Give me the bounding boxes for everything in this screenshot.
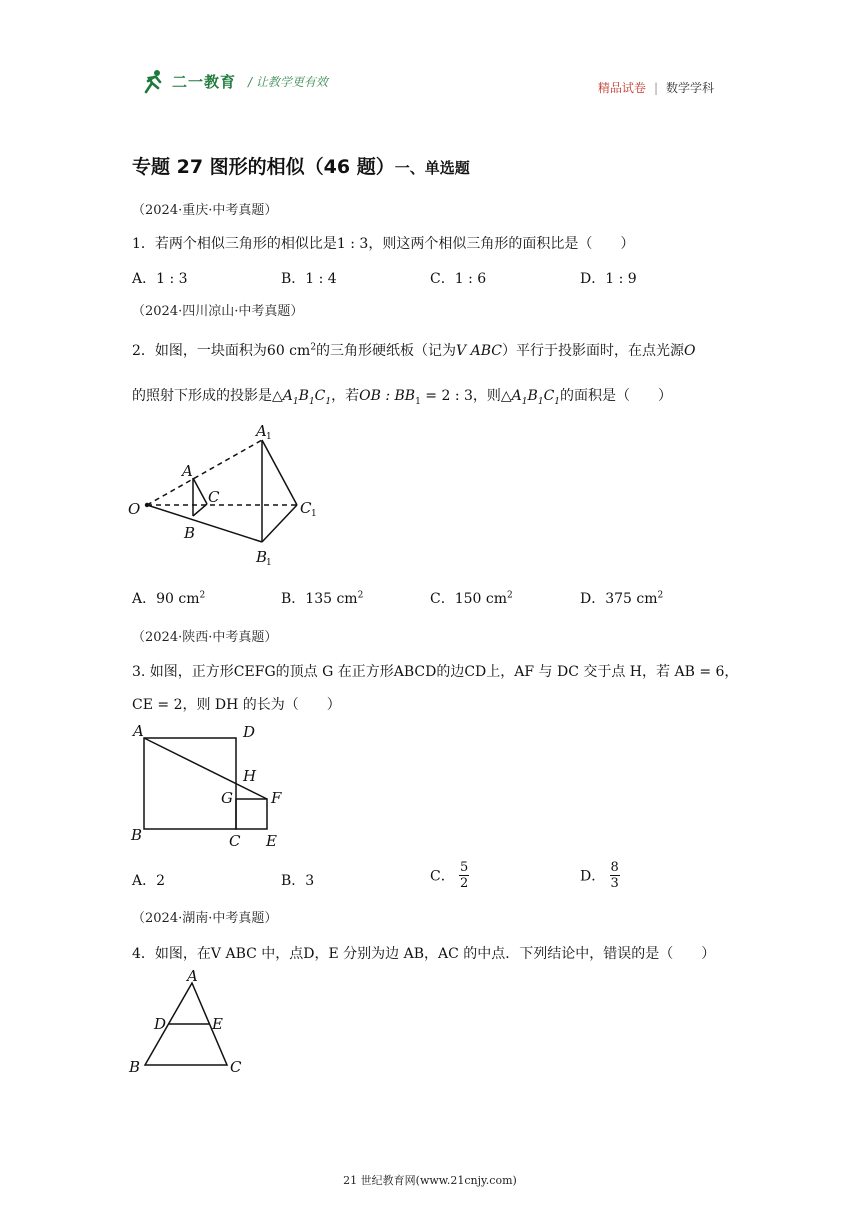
q1-text: 1．若两个相似三角形的相似比是1 : 3，则这两个相似三角形的面积比是（ ） bbox=[132, 236, 635, 252]
label-a: A bbox=[133, 722, 144, 740]
frac-num: 8 bbox=[610, 860, 619, 875]
subject-label: 数学学科 bbox=[665, 81, 714, 95]
label-b: B bbox=[184, 524, 196, 542]
q3-option-d-label: D． bbox=[580, 868, 606, 885]
tag-label: 精品试卷 bbox=[597, 81, 646, 95]
q3-option-c-label: C． bbox=[430, 868, 455, 885]
page-footer: 21 世纪教育网(www.21cnjy.com) bbox=[343, 1174, 517, 1187]
label-b1: B bbox=[256, 548, 268, 566]
frac-den: 3 bbox=[610, 876, 619, 891]
label-c: C bbox=[229, 832, 241, 850]
q3-squares-figure bbox=[125, 718, 295, 853]
label-d: D bbox=[243, 723, 256, 741]
q2-option-b: B．135 $cm^2$ bbox=[281, 590, 364, 607]
label-a: A bbox=[182, 462, 193, 480]
q3-option-c bbox=[430, 860, 469, 891]
site-header-logo bbox=[140, 68, 328, 94]
q2-line2: 的照射下形成的投影是$\triangle A_1B_1C_1$，若OB : $BB_1 = 2$ : 3，则$\triangle A_1B_1C_1$的面积是（ ） bbox=[132, 388, 673, 407]
q2-text-b: 的三角形硬纸板（记为 bbox=[316, 343, 457, 359]
frac-num: 5 bbox=[460, 860, 469, 875]
q4-triangle-figure bbox=[125, 968, 255, 1078]
q2-triangle: V ABC bbox=[456, 343, 502, 359]
q3-source: （2024·陕西·中考真题） bbox=[132, 630, 278, 645]
q2-option-b-text: B．135 cm bbox=[281, 591, 358, 607]
running-person-icon bbox=[140, 68, 166, 94]
q1-source: （2024·重庆·中考真题） bbox=[132, 203, 278, 218]
label-b: B bbox=[129, 1058, 141, 1076]
label-o: O bbox=[128, 500, 141, 518]
q2-projection-figure bbox=[120, 410, 340, 570]
q4-text: 4．如图，在V ABC 中，点D，E 分别为边 AB，AC 的中点．下列结论中，错误的是（ ） bbox=[132, 946, 716, 962]
label-a1-sub: 1 bbox=[266, 432, 272, 442]
logo-slogan: / 让教学更有效 bbox=[248, 74, 328, 89]
q3-option-a: A．2 bbox=[132, 873, 166, 889]
q2-option-d-text: D．375 cm bbox=[580, 591, 658, 607]
frac-den: 2 bbox=[460, 876, 469, 891]
q3-line2: CE = 2，则 DH 的长为（ ） bbox=[132, 697, 341, 713]
q2-ratio-tail: = 2 : 3 bbox=[420, 388, 473, 404]
label-b1-sub: 1 bbox=[266, 558, 272, 568]
label-e: E bbox=[266, 832, 277, 850]
header-tag bbox=[598, 79, 714, 96]
q1-option-a: A．1 : 3 bbox=[132, 271, 188, 287]
q4-source: （2024·湖南·中考真题） bbox=[132, 911, 278, 926]
q1-option-b: B．1 : 4 bbox=[281, 271, 337, 287]
label-d: D bbox=[154, 1015, 167, 1033]
q2-source: （2024·四川凉山·中考真题） bbox=[132, 304, 304, 319]
q3-line1: 3. 如图，正方形CEFG的顶点 G 在正方形ABCD的边CD上，AF 与 DC 交于点 H，若 AB = 6， bbox=[132, 664, 739, 680]
q2-option-c-text: C．150 cm bbox=[430, 591, 507, 607]
q2-text-f: ，则 bbox=[472, 388, 501, 404]
q2-text-g: 的面积是（ ） bbox=[560, 388, 673, 404]
q3-option-c-fraction bbox=[459, 860, 469, 891]
q2-text-d: 的照射下形成的投影是 bbox=[132, 388, 272, 404]
label-c1-sub: 1 bbox=[311, 509, 317, 519]
label-c: C bbox=[230, 1058, 242, 1076]
q2-area: 60 cm bbox=[266, 343, 311, 359]
section-title: 一、单选题 bbox=[394, 159, 470, 177]
label-g: G bbox=[221, 789, 233, 807]
label-h: H bbox=[243, 767, 257, 785]
label-e: E bbox=[212, 1015, 223, 1033]
label-b: B bbox=[131, 826, 143, 844]
separator: | bbox=[653, 81, 658, 95]
q2-text-c: ）平行于投影面时，在点光源 bbox=[501, 343, 684, 359]
q2-line1: 2．如图，一块面积为60 $cm^2$的三角形硬纸板（记为V ABC）平行于投影面时，在点光源O bbox=[132, 342, 696, 359]
label-c1: C bbox=[300, 499, 312, 517]
q2-text-e: ，若 bbox=[331, 388, 360, 404]
q2-option-a: A．90 $cm^2$ bbox=[132, 590, 206, 607]
q2-ratio: OB : BB bbox=[359, 388, 416, 404]
page-title bbox=[132, 152, 470, 179]
label-a1: A bbox=[256, 422, 267, 440]
q1-option-d: D．1 : 9 bbox=[580, 271, 637, 287]
q2-option-c: C．150 $cm^2$ bbox=[430, 590, 513, 607]
q2-option-d: D．375 $cm^2$ bbox=[580, 590, 664, 607]
q3-option-b: B．3 bbox=[281, 873, 315, 889]
q2-text-a: 2．如图，一块面积为 bbox=[132, 343, 267, 359]
label-f: F bbox=[271, 789, 282, 807]
label-a: A bbox=[187, 968, 198, 985]
logo-name: 二一教育 bbox=[172, 72, 237, 91]
q2-option-a-text: A．90 cm bbox=[132, 591, 200, 607]
q2-point-o: O bbox=[683, 343, 696, 359]
q3-option-d bbox=[580, 860, 620, 891]
q3-option-d-fraction bbox=[610, 860, 620, 891]
title-main: 专题 27 图形的相似（46 题） bbox=[132, 156, 395, 178]
label-c: C bbox=[208, 488, 220, 506]
q1-option-c: C．1 : 6 bbox=[430, 271, 487, 287]
